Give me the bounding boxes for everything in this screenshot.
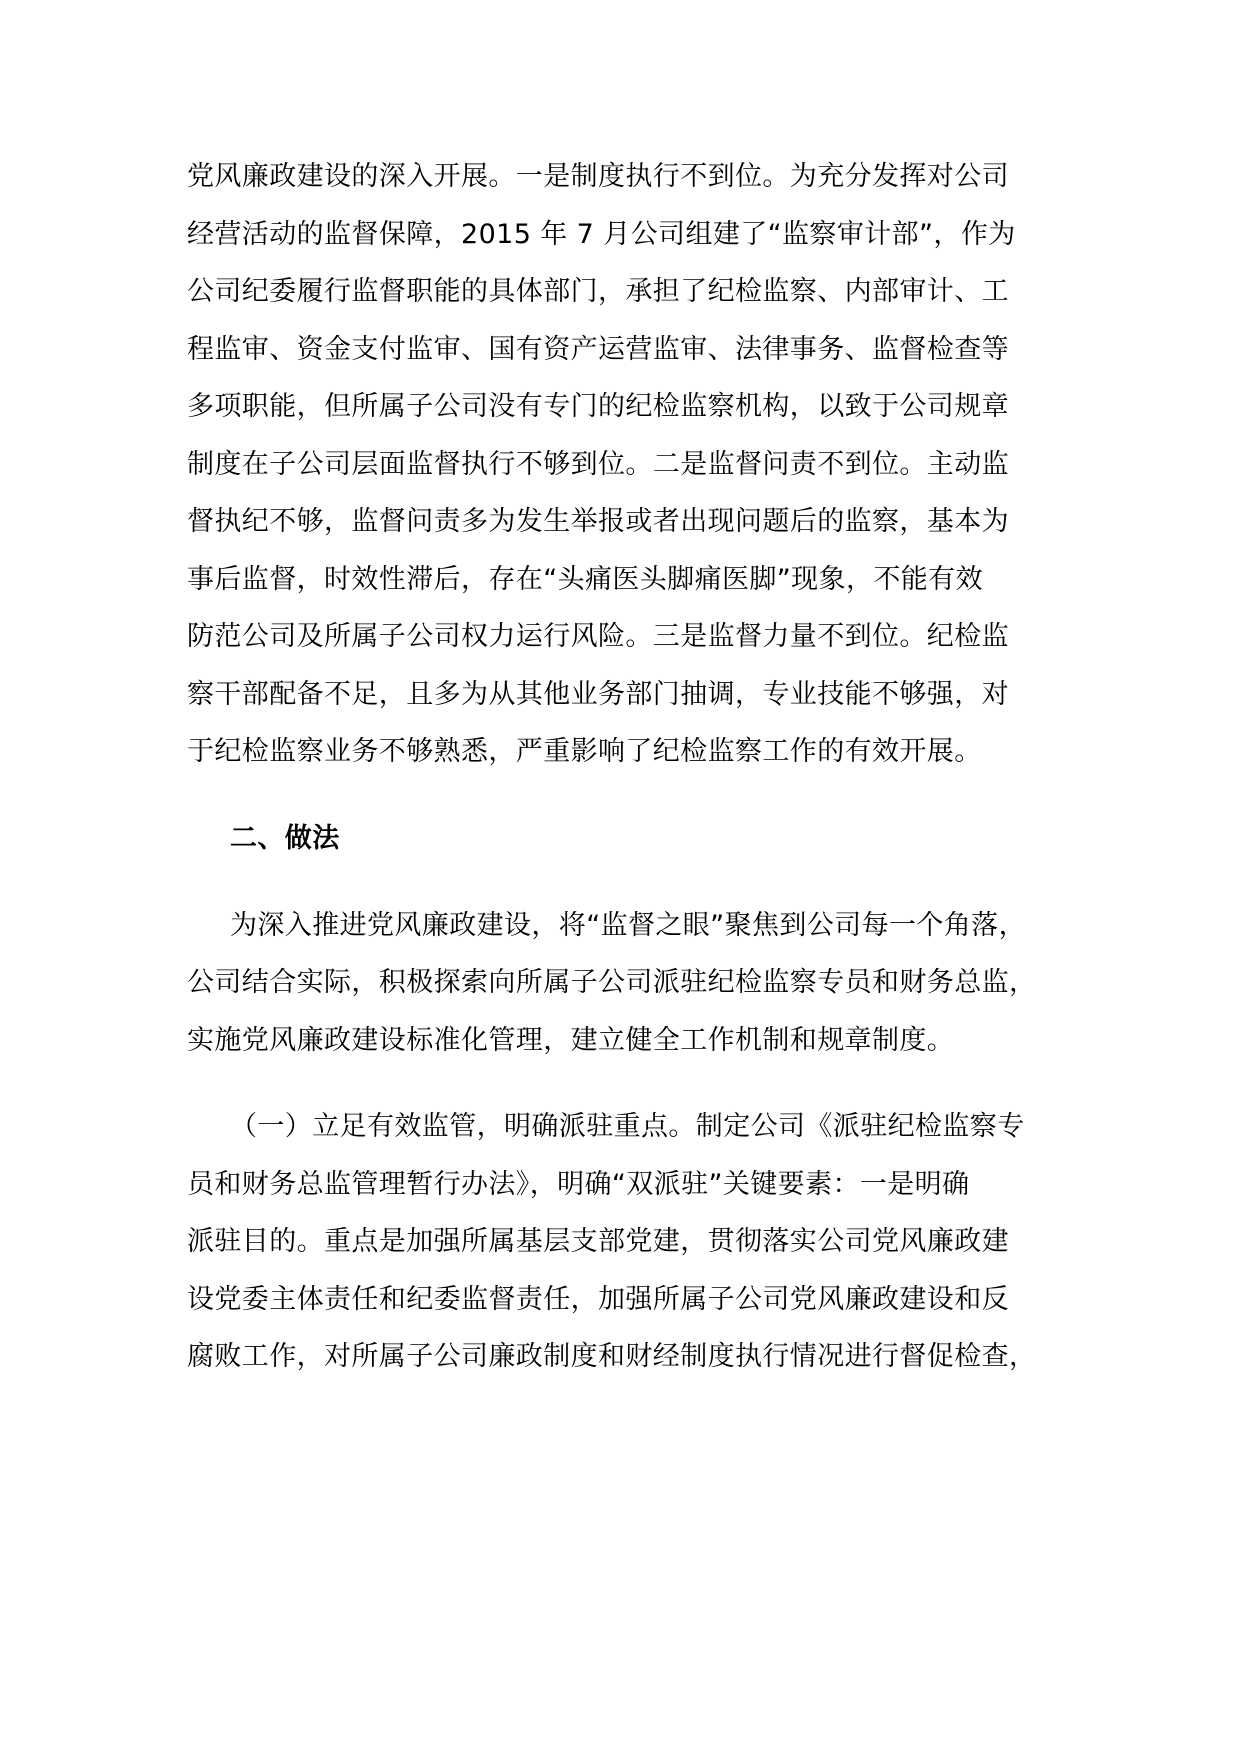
paragraph-3-line: 设党委主体责任和纪委监督责任，加强所属子公司党风廉政建设和反 — [187, 1284, 1009, 1315]
paragraph-3-line: 腐败工作，对所属子公司廉政制度和财经制度执行情况进行督促检查， — [187, 1341, 1037, 1372]
paragraph-1-line: 程监审、资金支付监审、国有资产运营监审、法律事务、监督检查等 — [187, 334, 1009, 365]
paragraph-3-line: 员和财务总监管理暂行办法》，明确“双派驻”关键要素：一是明确 — [187, 1169, 970, 1200]
paragraph-1-line: 于纪检监察业务不够熟悉，严重影响了纪检监察工作的有效开展。 — [187, 736, 982, 767]
section-heading: 二、做法 — [230, 823, 340, 854]
paragraph-1-line: 党风廉政建设的深入开展。一是制度执行不到位。为充分发挥对公司 — [187, 161, 1009, 192]
paragraph-1-line: 制度在子公司层面监督执行不够到位。二是监督问责不到位。主动监 — [187, 449, 1009, 480]
paragraph-1-line: 督执纪不够，监督问责多为发生举报或者出现问题后的监察，基本为 — [187, 506, 1009, 537]
paragraph-1-line: 公司纪委履行监督职能的具体部门，承担了纪检监察、内部审计、工 — [187, 276, 1009, 307]
paragraph-2-line: 实施党风廉政建设标准化管理，建立健全工作机制和规章制度。 — [187, 1025, 955, 1056]
paragraph-2-line: 为深入推进党风廉政建设，将“监督之眼”聚焦到公司每一个角落， — [230, 910, 1026, 941]
paragraph-1-line: 察干部配备不足，且多为从其他业务部门抽调，专业技能不够强，对 — [187, 679, 1009, 710]
paragraph-3-line: （一）立足有效监管，明确派驻重点。制定公司《派驻纪检监察专 — [230, 1111, 1025, 1142]
paragraph-1-line: 多项职能，但所属子公司没有专门的纪检监察机构，以致于公司规章 — [187, 391, 1009, 422]
paragraph-3-line: 派驻目的。重点是加强所属基层支部党建，贯彻落实公司党风廉政建 — [187, 1226, 1009, 1257]
paragraph-1-line: 防范公司及所属子公司权力运行风险。三是监督力量不到位。纪检监 — [187, 621, 1009, 652]
paragraph-1-line: 事后监督，时效性滞后，存在“头痛医头脚痛医脚”现象，不能有效 — [187, 564, 983, 595]
paragraph-1-line: 经营活动的监督保障，2015 年 7 月公司组建了“监察审计部”，作为 — [187, 219, 1016, 250]
paragraph-2-line: 公司结合实际，积极探索向所属子公司派驻纪检监察专员和财务总监， — [187, 967, 1037, 998]
